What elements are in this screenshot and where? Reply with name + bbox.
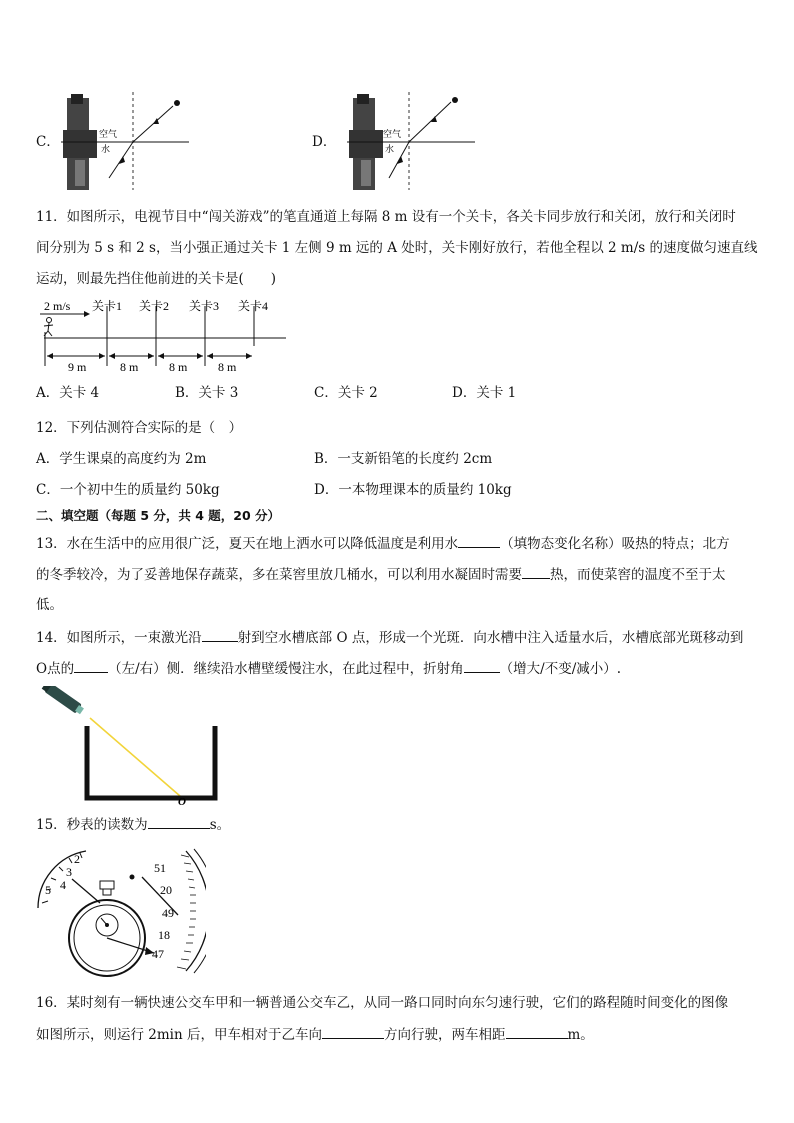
q14-text: 射到空水槽底部 O 点，形成一个光斑．向水槽中注入适量水后，水槽底部光斑移动到 [237,630,744,646]
q14-line1 [36,627,743,648]
q14-line2 [36,658,621,679]
q16-text: 如图所示，则运行 2min 后，甲车相对于乙车向 [36,1027,322,1043]
section-heading: 二、填空题（每题 5 分，共 4 题，20 分） [36,508,281,523]
q13-line3: 低。 [36,597,63,613]
q11-line2: 间分别为 5 s 和 2 s，当小强正通过关卡 1 左侧 9 m 远的 A 处时，关卡刚好放行，若他全程以 2 m/s 的速度做匀速直线 [36,240,758,256]
q12-stem: 12．下列估测符合实际的是（ ） [36,420,243,436]
q10-option-c [36,90,196,195]
answer-blank[interactable] [74,658,108,673]
q14-text: O点的 [36,661,75,677]
distance-label: 8 m [120,360,139,374]
water-label: 水 [385,144,395,154]
air-label: 空气 [99,129,118,139]
refraction-figure-c [61,90,191,195]
q14-water-tank-figure [40,686,230,808]
option-c-label: C． [36,134,60,150]
small-dial-number: 4 [60,878,66,892]
q14-text: 14．如图所示，一束激光沿 [36,630,202,646]
distance-label: 9 m [68,360,87,374]
big-scale-number: 18 [158,928,170,942]
q15-stopwatch-figure [36,843,206,978]
distance-label: 8 m [218,360,237,374]
q13-text: 13．水在生活中的应用很广泛，夏天在地上洒水可以降低温度是利用水 [36,536,459,552]
q12-option-d: D．一本物理课本的质量约 10kg [314,482,512,498]
q14-text: （左/右）侧．继续沿水槽壁缓慢注水，在此过程中，折射角 [108,661,464,677]
big-scale-number: 20 [160,883,172,897]
option-d-label: D． [312,134,337,150]
q11-option-d: D．关卡 1 [452,385,517,401]
q16-text: m。 [567,1027,594,1043]
answer-blank[interactable] [322,1024,384,1039]
q12-option-c: C．一个初中生的质量约 50kg [36,482,220,498]
q13-text: （填物态变化名称）吸热的特点；北方 [500,536,730,552]
answer-blank[interactable] [202,627,238,642]
answer-blank[interactable] [522,564,550,579]
q16-line1: 16．某时刻有一辆快速公交车甲和一辆普通公交车乙，从同一路口同时向东匀速行驶，它们的路程随时间变化的图像 [36,995,729,1011]
small-dial-number: 2 [74,852,80,866]
q11-option-a: A．关卡 4 [36,385,100,401]
small-dial-number: 5 [45,883,51,897]
q13-line1 [36,533,730,554]
q11-option-b: B．关卡 3 [175,385,239,401]
q11-line1: 11．如图所示，电视节目中“闯关游戏”的笔直通道上每隔 8 m 设有一个关卡，各关卡同步放行和关闭，放行和关闭时 [36,209,736,225]
gate-label: 关卡4 [238,299,269,313]
point-o-label: O [178,796,186,808]
distance-label: 8 m [169,360,188,374]
answer-blank[interactable] [458,533,500,548]
big-scale-number: 51 [154,861,166,875]
speed-label: 2 m/s [44,299,71,313]
refraction-figure-d [347,90,477,195]
q11-gate-figure [36,296,296,376]
gate-label: 关卡3 [189,299,220,313]
water-label: 水 [101,144,111,154]
q13-text: 的冬季较冷，为了妥善地保存蔬菜，多在菜窖里放几桶水，可以利用水凝固时需要 [36,567,522,583]
q15-text: 15．秒表的读数为 [36,817,148,833]
big-scale-number: 49 [162,906,174,920]
q13-text: 热，而使菜窖的温度不至于太 [550,567,726,583]
q10-option-d [312,90,472,195]
q16-text: 方向行驶，两车相距 [384,1027,506,1043]
q13-line2 [36,564,726,585]
q16-line2 [36,1024,594,1045]
q14-text: （增大/不变/减小）. [499,661,622,677]
air-label: 空气 [383,129,402,139]
gate-label: 关卡2 [139,299,170,313]
answer-blank[interactable] [148,814,210,829]
big-scale-number: 47 [152,947,164,961]
small-dial-number: 3 [66,865,72,879]
q12-option-b: B．一支新铅笔的长度约 2cm [314,451,493,467]
gate-label: 关卡1 [92,299,123,313]
q11-line3: 运动，则最先挡住他前进的关卡是( ) [36,271,277,287]
answer-blank[interactable] [506,1024,568,1039]
q15-stem [36,814,230,835]
q12-option-a: A．学生课桌的高度约为 2m [36,451,207,467]
q11-option-c: C．关卡 2 [314,385,378,401]
q15-text: s。 [209,817,231,833]
answer-blank[interactable] [464,658,500,673]
